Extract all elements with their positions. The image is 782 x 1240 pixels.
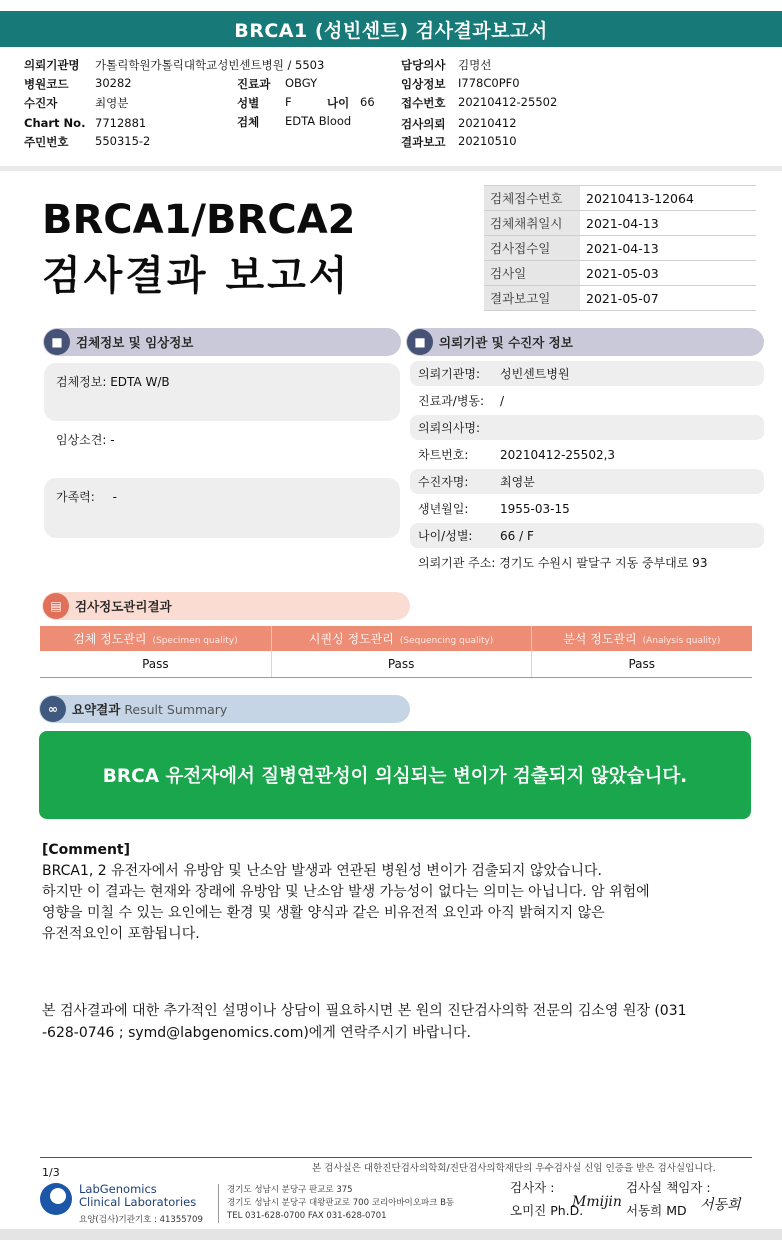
summary-result-box [39, 731, 751, 819]
quality-col-sequencing [271, 626, 531, 651]
quality-table [40, 626, 752, 678]
quality-col-specimen [40, 626, 271, 651]
dates-label: 결과보고일 [484, 286, 580, 311]
requester-label: 의뢰기관명: [418, 367, 481, 381]
quality-col-label: 시퀀싱 정도관리 [308, 632, 394, 646]
requester-row [410, 361, 764, 386]
report-label: 결과보고 [401, 135, 446, 149]
dates-value: 2021-05-03 [580, 261, 756, 286]
page-number: 1/3 [42, 1166, 60, 1179]
dates-table [484, 185, 756, 311]
specimen-section-title: 검체정보 및 임상정보 [76, 335, 194, 350]
quality-result: Pass [531, 651, 752, 677]
lead-signature: 서동희 [700, 1197, 741, 1213]
requester-value: / [500, 393, 505, 408]
quality-section-title: 검사정도관리결과 [75, 599, 172, 614]
specimen-icon: ■ [44, 329, 70, 355]
summary-section-title: 요약결과 [72, 702, 121, 717]
quality-col-en: (Sequencing quality) [399, 636, 494, 646]
footer-certification: 본 검사실은 대한진단검사의학회/진단검사의학재단의 우수검사실 신임 인증을 받은 검사실입니다. [312, 1163, 716, 1174]
request-label: 검사의뢰 [401, 117, 446, 131]
specimen-info: 검체정보: EDTA W/B [56, 375, 170, 389]
inst-label: 의뢰기관명 [24, 58, 80, 72]
family-history-box [44, 478, 400, 538]
dates-value: 2021-04-13 [580, 211, 756, 236]
quality-result: Pass [40, 651, 271, 677]
patient-meta-block [0, 50, 782, 168]
doctor-value: 김명선 [458, 58, 492, 72]
summary-result-text: BRCA 유전자에서 질병연관성이 의심되는 변이가 검출되지 않았습니다. [102, 766, 688, 787]
dates-row [484, 186, 756, 211]
code-value: 30282 [95, 76, 132, 90]
address-line: 경기도 성남시 분당구 판교로 375 [227, 1185, 353, 1195]
footer-divider [40, 1157, 752, 1158]
contact-line: 본 검사결과에 대한 추가적인 설명이나 상담이 필요하시면 본 원의 진단검사의학 전문의 김소영 원장 (031 [42, 1003, 687, 1019]
requester-label: 생년월일: [418, 502, 469, 516]
code-label: 병원코드 [24, 77, 69, 91]
requester-value: 66 / F [500, 528, 534, 543]
requester-row [410, 523, 764, 548]
receipt-label: 접수번호 [401, 96, 446, 110]
summary-section-header [39, 695, 410, 723]
dates-row [484, 236, 756, 261]
requester-label: 수진자명: [418, 475, 469, 489]
quality-result: Pass [271, 651, 531, 677]
dates-row [484, 211, 756, 236]
requester-value: 성빈센트병원 [500, 367, 570, 381]
dates-value: 2021-05-07 [580, 286, 756, 311]
requester-section-header [406, 328, 764, 356]
specimen-info-box [44, 363, 400, 421]
address-line: TEL 031-628-0700 FAX 031-628-0701 [227, 1211, 387, 1221]
dept-value: OBGY [285, 76, 318, 90]
requester-value: 1955-03-15 [500, 501, 570, 516]
dates-value: 20210413-12064 [580, 186, 756, 211]
rrn-value: 550315-2 [95, 134, 151, 148]
address-line: 경기도 성남시 분당구 대왕판교로 700 코리아바이오파크 B동 [227, 1198, 455, 1208]
footer-address [218, 1184, 454, 1223]
report-value: 20210510 [458, 134, 517, 148]
requester-row [410, 496, 764, 521]
quality-col-label: 검체 정도관리 [73, 632, 147, 646]
dates-label: 검사접수일 [484, 236, 580, 261]
logo-line1: LabGenomics [79, 1182, 157, 1196]
chart-label: Chart No. [24, 116, 86, 130]
dates-label: 검사일 [484, 261, 580, 286]
requester-row [410, 388, 764, 413]
lead-label: 검사실 책임자 : [626, 1180, 711, 1195]
age-value: 66 [360, 95, 375, 109]
quality-col-label: 분석 정도관리 [563, 632, 637, 646]
request-value: 20210412 [458, 116, 517, 130]
quality-col-analysis [531, 626, 752, 651]
bottom-bar [0, 1229, 782, 1240]
requester-row [410, 442, 764, 467]
requester-value: 20210412-25502,3 [500, 447, 616, 462]
rrn-label: 주민번호 [24, 135, 69, 149]
requester-row [410, 415, 764, 440]
dates-label: 검체채취일시 [484, 211, 580, 236]
patient-value: 최영분 [95, 96, 129, 110]
report-title [42, 192, 355, 304]
tester-name: 오미진 Ph.D. [510, 1203, 584, 1218]
report-header-title: BRCA1 (성빈센트) 검사결과보고서 [234, 19, 548, 42]
dates-row [484, 286, 756, 311]
contact-line: -628-0746 ; symd@labgenomics.com)에게 연락주시기 바랍니다. [42, 1025, 471, 1041]
report-header-bar [0, 11, 782, 47]
summary-section-title-en: Result Summary [124, 701, 228, 717]
specimen-section-header [43, 328, 401, 356]
quality-col-en: (Specimen quality) [152, 636, 238, 646]
report-title-line2: 검사결과 보고서 [42, 253, 351, 299]
comment-line: 영향을 미칠 수 있는 요인에는 환경 및 생활 양식과 같은 비유전적 요인과 아직 밝혀지지 않은 [42, 905, 605, 921]
report-title-line1: BRCA1/BRCA2 [42, 197, 356, 243]
institution-code: 요양(검사)기관기호 : 41355709 [79, 1215, 203, 1225]
lead-name: 서동희 MD [626, 1203, 687, 1218]
dates-label: 검체접수번호 [484, 186, 580, 211]
dates-row [484, 261, 756, 286]
requester-section-title: 의뢰기관 및 수진자 정보 [439, 335, 573, 350]
requester-label: 나이/성별: [418, 529, 473, 543]
quality-col-en: (Analysis quality) [642, 636, 721, 646]
requester-address-text: 의뢰기관 주소: 경기도 수원시 팔달구 지동 중부대로 93 [418, 556, 708, 570]
requester-address [410, 550, 764, 575]
requester-label: 진료과/병동: [418, 394, 485, 408]
tester-label: 검사자 : [510, 1180, 555, 1195]
ribbon-icon: ∞ [40, 696, 66, 722]
dept-label: 진료과 [237, 77, 271, 91]
comment-title: [Comment] [42, 842, 131, 858]
requester-row [410, 469, 764, 494]
specimen-label: 검체 [237, 115, 260, 129]
requester-label: 차트번호: [418, 448, 469, 462]
sex-value: F [285, 95, 292, 109]
family-history-value: - [112, 490, 117, 504]
quality-header-row [40, 626, 752, 651]
dates-value: 2021-04-13 [580, 236, 756, 261]
labgenomics-logo-icon [40, 1183, 72, 1215]
labgenomics-logo-text [79, 1183, 196, 1209]
specimen-value: EDTA Blood [285, 114, 352, 128]
comment-line: 하지만 이 결과는 현재와 장래에 유방암 및 난소암 발생 가능성이 없다는 의미는 아닙니다. 암 위험에 [42, 884, 650, 900]
clinical-info: 임상소견: - [56, 433, 115, 447]
meta-separator [0, 166, 782, 171]
hospital-icon: ■ [407, 329, 433, 355]
clinical-label: 임상정보 [401, 77, 446, 91]
chart-value: 7712881 [95, 116, 147, 130]
doctor-label: 담당의사 [401, 58, 446, 72]
receipt-value: 20210412-25502 [458, 95, 558, 109]
contact-block [42, 1000, 766, 1044]
tester-signature: Mmijin [572, 1194, 622, 1210]
requester-label: 의뢰의사명: [418, 421, 481, 435]
age-label: 나이 [327, 96, 350, 110]
inst-value: 가톨릭학원가톨릭대학교성빈센트병원 / 5503 [95, 58, 325, 72]
clipboard-icon: ▤ [43, 593, 69, 619]
quality-section-header [42, 592, 410, 620]
comment-line: 유전적요인이 포함됩니다. [42, 926, 200, 942]
logo-line2: Clinical Laboratories [79, 1195, 197, 1209]
clinical-value: I778C0PF0 [458, 76, 520, 90]
sex-label: 성별 [237, 96, 260, 110]
patient-label: 수진자 [24, 96, 58, 110]
quality-result-row [40, 651, 752, 677]
comment-line: BRCA1, 2 유전자에서 유방암 및 난소암 발생과 연관된 병원성 변이가 검출되지 않았습니다. [42, 863, 602, 879]
requester-value: 최영분 [500, 475, 535, 489]
comment-block [42, 840, 762, 945]
family-history-label: 가족력: [56, 490, 95, 504]
